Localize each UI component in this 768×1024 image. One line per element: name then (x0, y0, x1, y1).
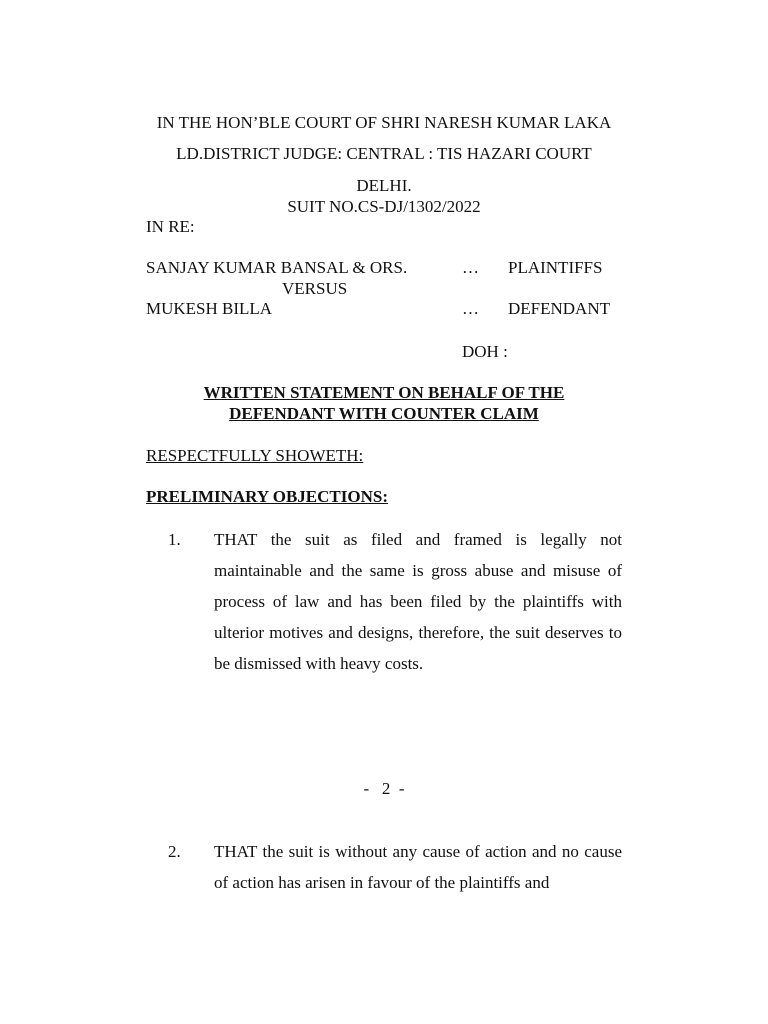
court-heading-line-3: DELHI. (356, 176, 412, 195)
court-heading-line-1: IN THE HON’BLE COURT OF SHRI NARESH KUMAR LAKA (156, 113, 612, 132)
paragraph-text: THAT the suit as filed and framed is legally not maintainable and the same is gross abuse and misuse of process of law and has been filed by the plaintiffs with ulterior motives and designs, therefore, the suit deserves to be dismissed with heavy costs. (214, 530, 622, 673)
document-title-line-1: WRITTEN STATEMENT ON BEHALF OF THE (203, 383, 565, 402)
plaintiff-dots: … (462, 258, 479, 277)
preliminary-objections-heading: PRELIMINARY OBJECTIONS: (146, 487, 388, 506)
plaintiff-role: PLAINTIFFS (508, 258, 603, 277)
defendant-dots: … (462, 299, 479, 318)
paragraph-number: 2. (168, 842, 181, 861)
court-heading-line-2: LD.DISTRICT JUDGE: CENTRAL : TIS HAZARI COURT (176, 144, 592, 163)
paragraph-number: 1. (168, 530, 181, 549)
plaintiff-name: SANJAY KUMAR BANSAL & ORS. (146, 258, 408, 277)
page-number: - 2 - (363, 779, 405, 798)
defendant-role: DEFENDANT (508, 299, 610, 318)
versus-label: VERSUS (282, 279, 348, 298)
respectfully-showeth-heading: RESPECTFULLY SHOWETH: (146, 446, 364, 465)
document-title-line-2: DEFENDANT WITH COUNTER CLAIM (229, 404, 539, 423)
doh-label: DOH : (462, 342, 508, 361)
defendant-name: MUKESH BILLA (146, 299, 273, 318)
in-re-label: IN RE: (146, 217, 195, 236)
paragraph-text: THAT the suit is without any cause of action and no cause of action has arisen in favour of the plaintiffs and (214, 842, 622, 892)
suit-number: SUIT NO.CS-DJ/1302/2022 (287, 197, 481, 216)
